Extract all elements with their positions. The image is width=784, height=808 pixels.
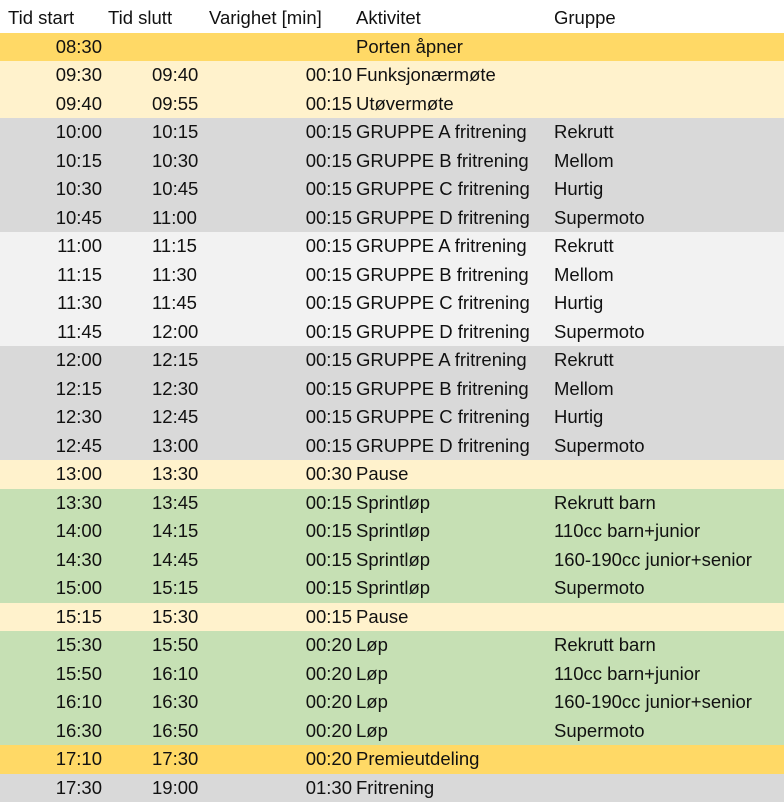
header-varighet: Varighet [min] [209,7,322,29]
cell-tid-start: 16:10 [55,691,102,713]
cell-gruppe [547,745,784,774]
cell-tid-slutt: 09:40 [152,64,199,86]
cell-varighet: 00:15 [305,121,352,143]
schedule-table [0,4,784,802]
cell-tid-start: 15:15 [55,605,102,627]
cell-aktivitet: GRUPPE B fritrening [356,377,529,399]
cell-tid-slutt: 10:30 [152,149,199,171]
table-row [0,261,784,290]
cell-aktivitet: GRUPPE B fritrening [356,149,529,171]
cell-tid-slutt: 12:45 [152,406,199,428]
cell-tid-slutt [106,33,206,62]
cell-varighet: 00:15 [305,292,352,314]
cell-varighet: 00:15 [305,349,352,371]
cell-gruppe: Mellom [554,263,614,285]
cell-aktivitet: Funksjonærmøte [356,64,496,86]
cell-gruppe: Mellom [554,149,614,171]
cell-gruppe [547,33,784,62]
header-tid-slutt: Tid slutt [108,7,173,29]
table-row [0,603,784,632]
cell-varighet: 00:15 [305,92,352,114]
cell-tid-start: 11:15 [57,263,102,285]
cell-aktivitet: GRUPPE A fritrening [356,121,527,143]
cell-tid-start: 15:30 [55,634,102,656]
cell-tid-slutt: 19:00 [152,776,199,798]
cell-tid-slutt: 16:30 [152,691,199,713]
cell-aktivitet: Sprintløp [356,491,431,513]
cell-tid-start: 09:40 [55,92,102,114]
cell-varighet: 00:15 [305,178,352,200]
table-row [0,33,784,62]
cell-tid-slutt: 11:15 [152,235,197,257]
cell-varighet: 00:15 [305,605,352,627]
cell-tid-start: 10:15 [55,149,102,171]
table-row [0,631,784,660]
cell-varighet: 00:20 [305,634,352,656]
cell-gruppe: 110cc barn+junior [554,662,701,684]
cell-varighet: 00:15 [305,263,352,285]
cell-tid-slutt: 15:50 [152,634,199,656]
cell-aktivitet: Premieutdeling [356,748,480,770]
cell-tid-slutt: 12:30 [152,377,199,399]
cell-aktivitet: Løp [356,634,388,656]
cell-aktivitet: Løp [356,691,388,713]
cell-varighet: 00:30 [305,463,352,485]
header-tid-start: Tid start [8,7,75,29]
cell-tid-start: 12:45 [55,434,102,456]
cell-tid-start: 17:30 [55,776,102,798]
table-row [0,489,784,518]
table-row [0,147,784,176]
table-row [0,61,784,90]
cell-aktivitet: GRUPPE A fritrening [356,349,527,371]
table-row [0,460,784,489]
cell-varighet: 00:20 [305,748,352,770]
table-row [0,774,784,803]
table-row [0,289,784,318]
cell-aktivitet: Løp [356,719,388,741]
cell-gruppe [547,603,784,632]
cell-varighet: 00:15 [305,320,352,342]
table-row [0,90,784,119]
cell-aktivitet: GRUPPE C fritrening [356,406,530,428]
cell-aktivitet: GRUPPE C fritrening [356,292,530,314]
cell-tid-start: 11:00 [57,235,102,257]
cell-tid-start: 11:45 [57,320,102,342]
cell-tid-start: 14:00 [55,520,102,542]
cell-tid-slutt: 15:30 [152,605,199,627]
cell-tid-slutt: 12:00 [152,320,199,342]
cell-tid-start: 14:30 [55,548,102,570]
cell-tid-slutt: 11:45 [152,292,197,314]
cell-gruppe: Rekrutt [554,349,614,371]
cell-aktivitet: Sprintløp [356,520,431,542]
cell-varighet [206,33,356,62]
cell-varighet: 00:15 [305,548,352,570]
cell-varighet: 01:30 [305,776,352,798]
cell-varighet: 00:15 [305,491,352,513]
cell-aktivitet: GRUPPE C fritrening [356,178,530,200]
cell-tid-slutt: 16:10 [152,662,199,684]
cell-tid-slutt: 16:50 [152,719,199,741]
cell-gruppe: 160-190cc junior+senior [554,691,752,713]
cell-aktivitet: GRUPPE D fritrening [356,434,530,456]
header-gruppe: Gruppe [554,7,616,29]
cell-aktivitet: Løp [356,662,388,684]
table-row [0,346,784,375]
table-row [0,660,784,689]
cell-varighet: 00:15 [305,377,352,399]
table-row [0,432,784,461]
cell-gruppe: Rekrutt barn [554,491,656,513]
cell-varighet: 00:15 [305,577,352,599]
cell-tid-start: 15:50 [55,662,102,684]
cell-tid-start: 16:30 [55,719,102,741]
cell-varighet: 00:20 [305,662,352,684]
cell-gruppe [547,61,784,90]
cell-aktivitet: Utøvermøte [356,92,454,114]
cell-tid-start: 12:00 [55,349,102,371]
cell-gruppe: Hurtig [554,178,604,200]
cell-tid-slutt: 12:15 [152,349,199,371]
table-row [0,204,784,233]
cell-varighet: 00:15 [305,434,352,456]
cell-gruppe: Mellom [554,377,614,399]
cell-varighet: 00:15 [305,149,352,171]
table-row [0,688,784,717]
cell-tid-start: 17:10 [55,748,102,770]
table-row [0,546,784,575]
cell-varighet: 00:15 [305,206,352,228]
table-row [0,175,784,204]
cell-tid-start: 08:30 [55,35,102,57]
cell-gruppe: Supermoto [554,434,645,456]
cell-gruppe: Supermoto [554,577,645,599]
cell-varighet: 00:15 [305,235,352,257]
cell-aktivitet: Fritrening [356,776,435,798]
cell-gruppe: Supermoto [554,206,645,228]
cell-aktivitet: Sprintløp [356,577,431,599]
cell-aktivitet: GRUPPE B fritrening [356,263,529,285]
cell-tid-slutt: 11:00 [152,206,197,228]
header-aktivitet: Aktivitet [356,7,421,29]
cell-gruppe: Supermoto [554,320,645,342]
cell-gruppe: Hurtig [554,406,604,428]
cell-tid-start: 13:30 [55,491,102,513]
schedule-rows [0,33,784,803]
table-row [0,118,784,147]
cell-gruppe: Supermoto [554,719,645,741]
cell-tid-start: 10:45 [55,206,102,228]
cell-tid-slutt: 11:30 [152,263,197,285]
table-row [0,403,784,432]
table-row [0,745,784,774]
cell-gruppe: Rekrutt [554,121,614,143]
cell-tid-slutt: 09:55 [152,92,199,114]
cell-gruppe [547,460,784,489]
cell-tid-start: 12:15 [55,377,102,399]
cell-tid-slutt: 13:30 [152,463,199,485]
cell-gruppe [547,90,784,119]
cell-aktivitet: GRUPPE A fritrening [356,235,527,257]
cell-tid-start: 13:00 [55,463,102,485]
cell-tid-start: 09:30 [55,64,102,86]
cell-tid-slutt: 14:45 [152,548,199,570]
cell-aktivitet: Pause [356,605,409,627]
cell-tid-slutt: 13:45 [152,491,199,513]
table-row [0,375,784,404]
cell-varighet: 00:10 [305,64,352,86]
cell-varighet: 00:20 [305,719,352,741]
cell-gruppe: 160-190cc junior+senior [554,548,752,570]
cell-aktivitet: Porten åpner [356,35,463,57]
cell-gruppe: 110cc barn+junior [554,520,701,542]
cell-varighet: 00:15 [305,406,352,428]
table-row [0,517,784,546]
cell-tid-slutt: 10:15 [152,121,199,143]
cell-gruppe: Hurtig [554,292,604,314]
cell-aktivitet: Pause [356,463,409,485]
cell-aktivitet: GRUPPE D fritrening [356,320,530,342]
cell-tid-start: 11:30 [57,292,102,314]
cell-aktivitet: GRUPPE D fritrening [356,206,530,228]
header-row [0,4,784,33]
cell-gruppe: Rekrutt barn [554,634,656,656]
cell-gruppe [547,774,784,803]
cell-tid-start: 10:30 [55,178,102,200]
cell-tid-slutt: 10:45 [152,178,199,200]
cell-gruppe: Rekrutt [554,235,614,257]
cell-tid-slutt: 15:15 [152,577,199,599]
cell-aktivitet: Sprintløp [356,548,431,570]
table-row [0,318,784,347]
cell-tid-start: 15:00 [55,577,102,599]
cell-tid-slutt: 17:30 [152,748,199,770]
cell-varighet: 00:15 [305,520,352,542]
table-row [0,717,784,746]
cell-tid-start: 10:00 [55,121,102,143]
cell-tid-slutt: 13:00 [152,434,199,456]
cell-varighet: 00:20 [305,691,352,713]
cell-tid-slutt: 14:15 [152,520,199,542]
cell-tid-start: 12:30 [55,406,102,428]
table-row [0,232,784,261]
table-row [0,574,784,603]
